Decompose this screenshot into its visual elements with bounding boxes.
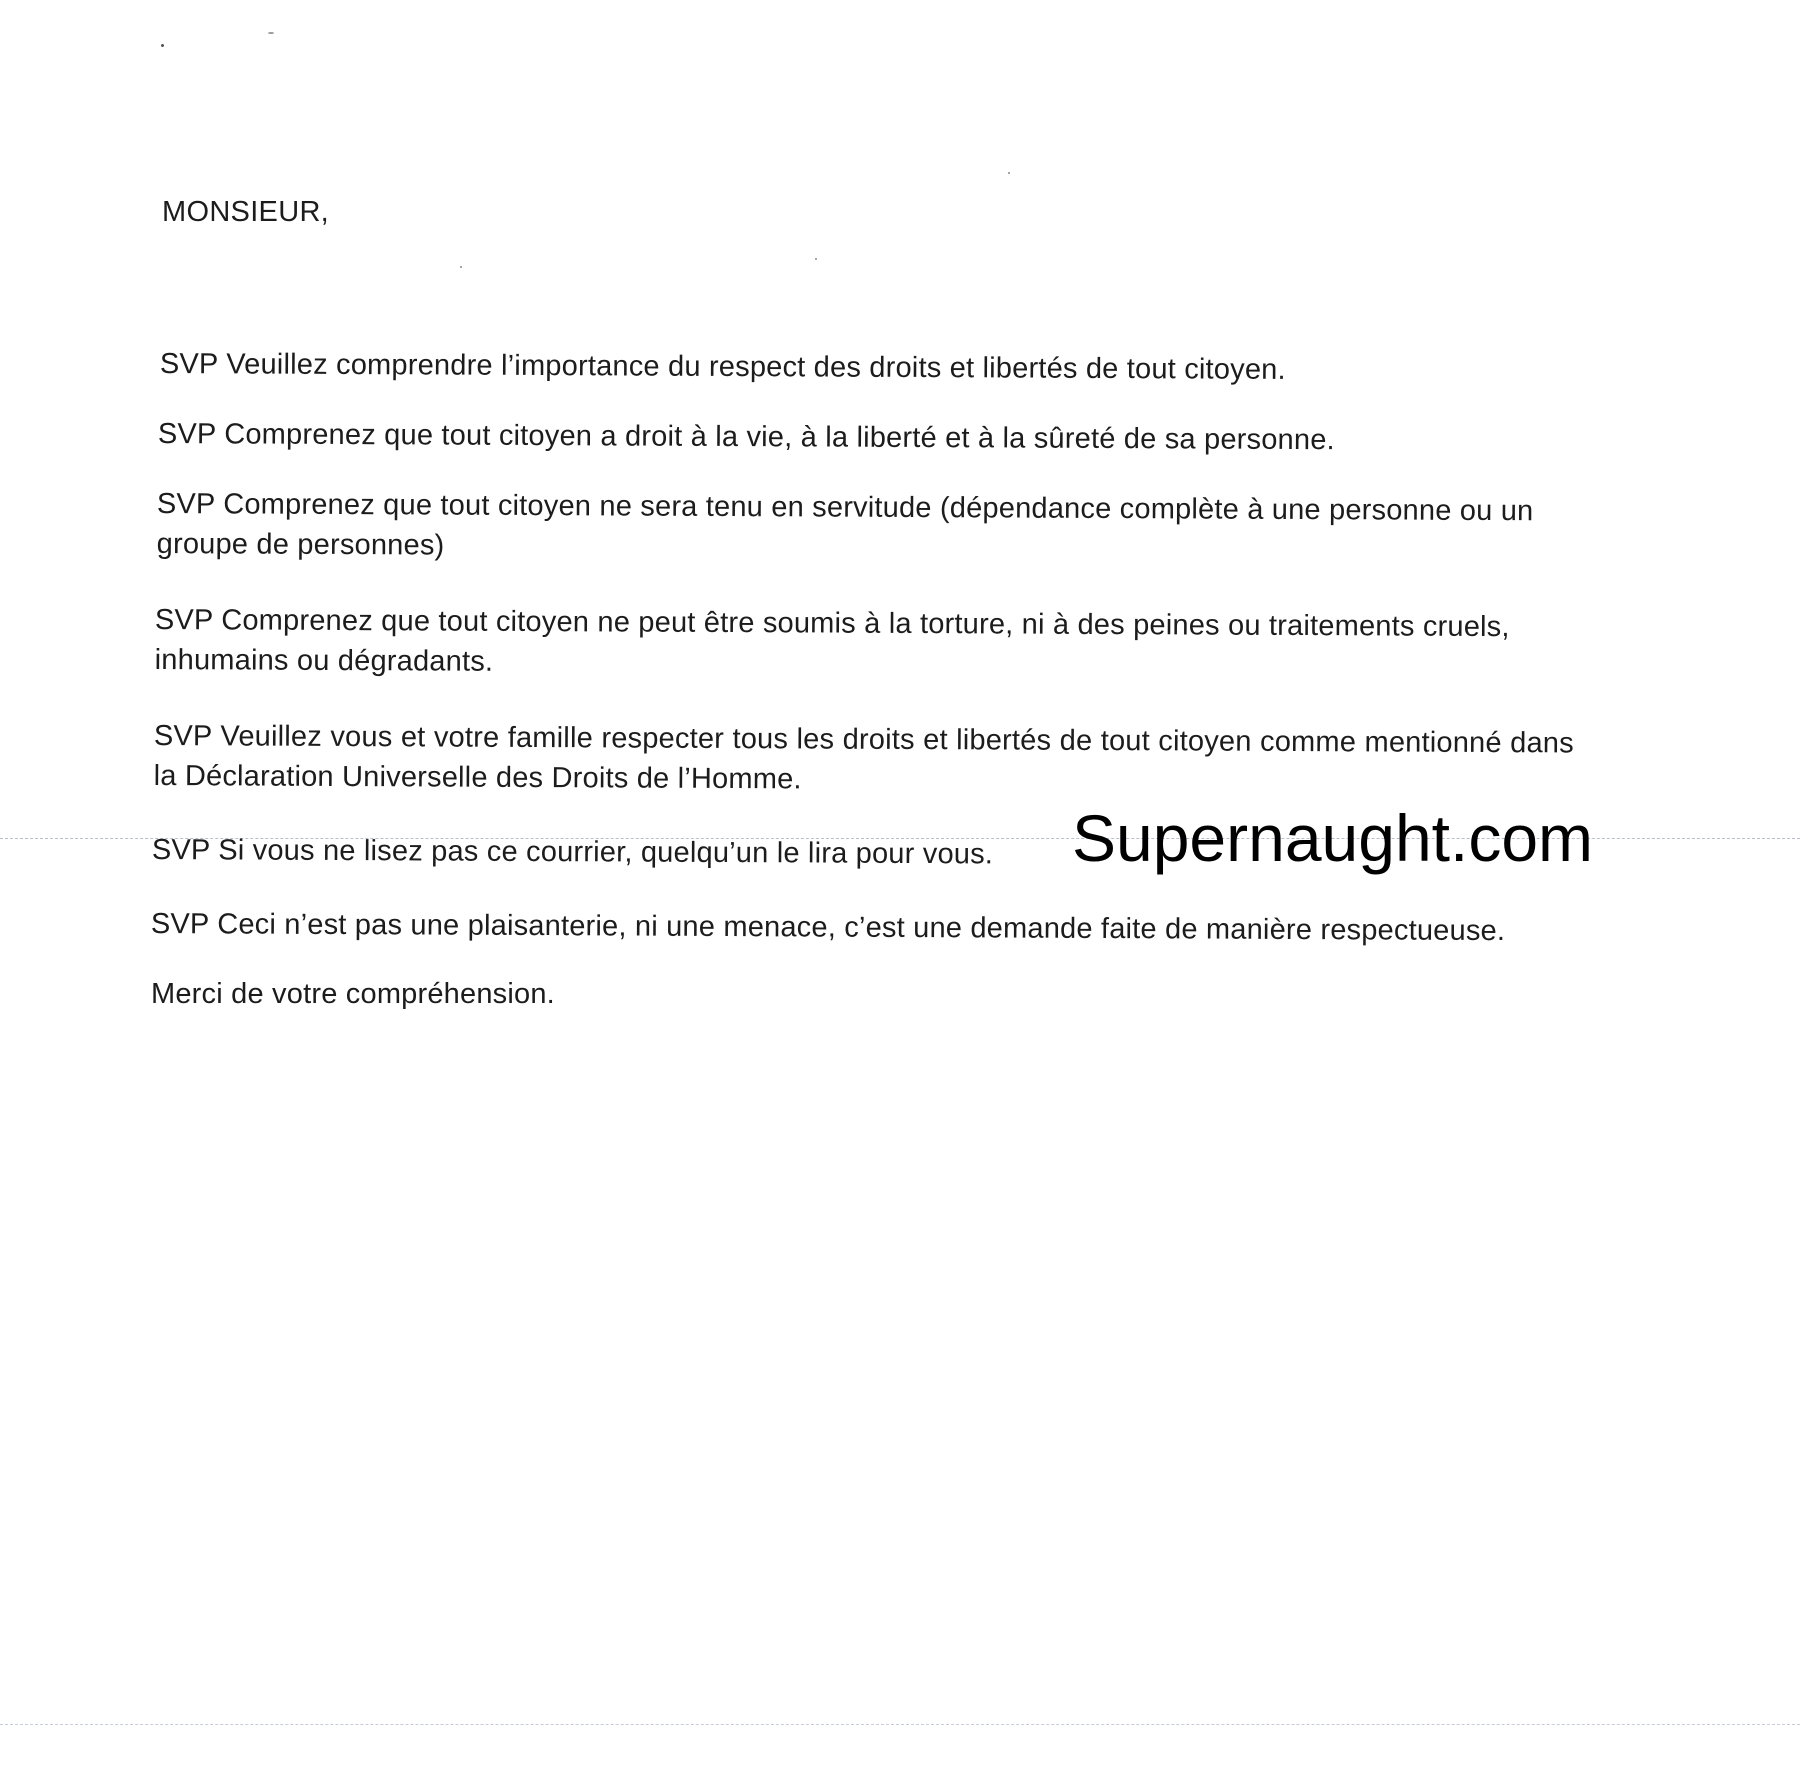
scan-speck [1008,172,1010,174]
letter-paragraph: SVP Ceci n’est pas une plaisanterie, ni une menace, c’est une demande faite de manière respectueuse. [150,907,1506,948]
page-fold-line [0,1724,1800,1725]
watermark: Supernaught.com [1072,801,1594,875]
letter-paragraph: SVP Comprenez que tout citoyen ne peut être soumis à la torture, ni à des peines ou traitements cruels, inhumains ou dégradants. [154,603,1510,678]
letter-paragraph: SVP Comprenez que tout citoyen ne sera tenu en servitude (dépendance complète à une personne ou un groupe de personnes) [156,487,1534,562]
letter-salutation: MONSIEUR, [162,196,330,228]
scan-speck [268,32,274,34]
letter-paragraph: SVP Veuillez comprendre l’importance du respect des droits et libertés de tout citoyen. [159,347,1286,386]
scan-speck [161,44,164,47]
scan-speck [460,266,462,268]
letter-closing: Merci de votre compréhension. [151,978,555,1010]
scan-speck [815,258,817,260]
letter-paragraph: SVP Veuillez vous et votre famille respecter tous les droits et libertés de tout citoyen comme mentionné dans la Déclaration Universelle des Droits de l’Homme. [153,719,1574,796]
letter-paragraph: SVP Comprenez que tout citoyen a droit à la vie, à la liberté et à la sûreté de sa personne. [157,417,1335,457]
letter-paragraph: SVP Si vous ne lisez pas ce courrier, quelqu’un le lira pour vous. [151,833,994,871]
